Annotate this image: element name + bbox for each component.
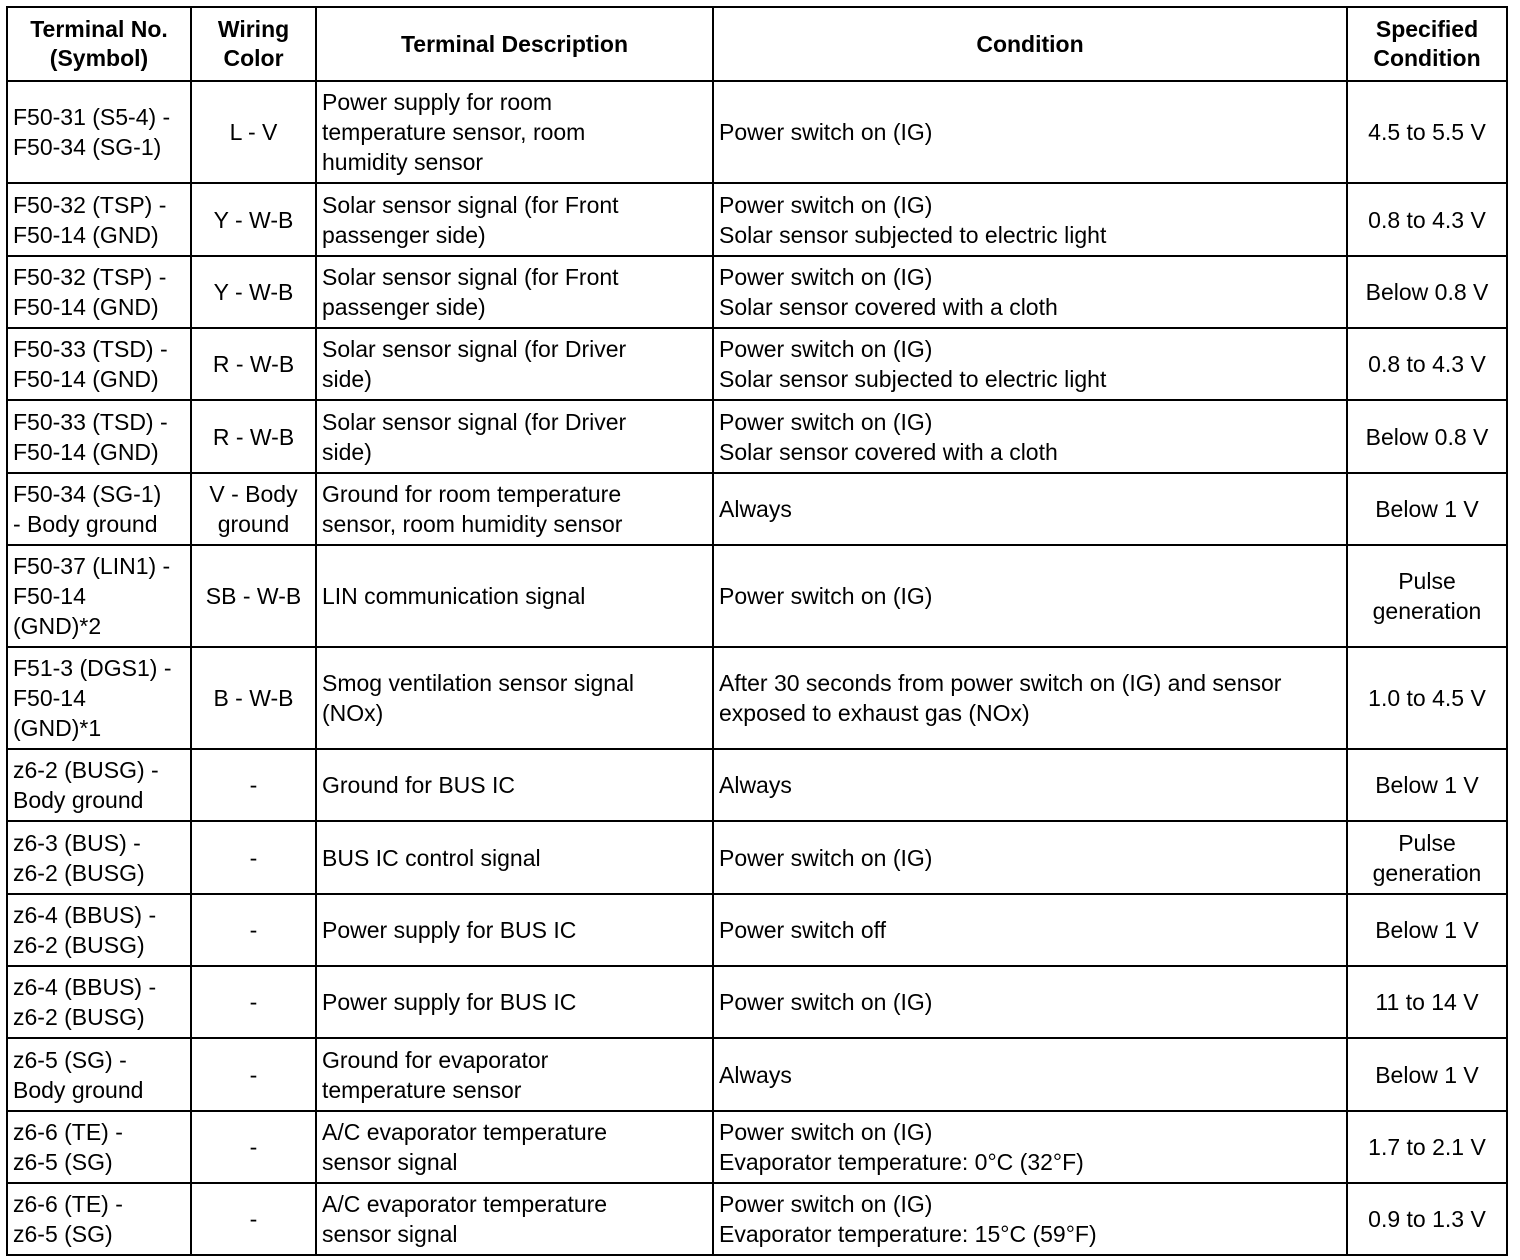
table-row xyxy=(7,749,1507,821)
wiring-color-cell xyxy=(191,400,316,473)
cell-text-line: V - Body xyxy=(209,481,298,507)
cell-text-line: ground xyxy=(217,511,290,537)
condition-cell xyxy=(713,1038,1347,1111)
condition-cell xyxy=(713,545,1347,647)
terminal-description-cell xyxy=(316,647,713,749)
header-terminal-no xyxy=(7,7,191,81)
cell-text-line: Power switch on (IG) xyxy=(719,583,933,609)
table-row xyxy=(7,328,1507,400)
cell-text-line: Power switch on (IG) xyxy=(719,336,933,362)
cell-text-line: - xyxy=(249,917,258,943)
condition-cell xyxy=(713,1111,1347,1183)
wiring-color-cell xyxy=(191,545,316,647)
cell-text-line: Below 0.8 V xyxy=(1365,279,1489,305)
cell-text-line: F50-34 (SG-1) xyxy=(13,481,162,507)
cell-text-line: passenger side) xyxy=(322,221,486,248)
cell-text-line: Smog ventilation sensor signal xyxy=(322,670,634,696)
table-body xyxy=(7,81,1507,1255)
cell-text-line: Solar sensor subjected to electric light xyxy=(719,366,1107,392)
cell-text-line: z6-4 (BBUS) - xyxy=(13,974,157,1000)
header-row xyxy=(7,7,1507,81)
terminal-spec-table xyxy=(6,6,1508,1256)
table-row xyxy=(7,966,1507,1038)
cell-text-line: F50-31 (S5-4) - xyxy=(13,104,171,130)
cell-text-line: - xyxy=(249,1206,258,1232)
wiring-color-cell xyxy=(191,1038,316,1111)
terminal-cell xyxy=(7,545,191,647)
specified-condition-cell xyxy=(1347,894,1507,966)
terminal-description-cell xyxy=(316,81,713,183)
cell-text-line: Below 1 V xyxy=(1375,917,1479,943)
cell-text-line: 0.9 to 1.3 V xyxy=(1368,1206,1486,1232)
cell-text-line: Wiring xyxy=(217,16,290,42)
cell-text-line: - xyxy=(249,1134,258,1160)
cell-text-line: R - W-B xyxy=(212,423,295,450)
cell-text-line: Power supply for BUS IC xyxy=(322,989,577,1015)
condition-cell xyxy=(713,256,1347,328)
cell-text-line: F50-14 (GND) xyxy=(13,294,159,320)
cell-text-line: Solar sensor signal (for Driver xyxy=(322,336,627,362)
cell-text-line: Below 0.8 V xyxy=(1365,423,1489,450)
wiring-color-cell xyxy=(191,473,316,545)
cell-text-line: z6-2 (BUSG) xyxy=(13,1004,145,1030)
terminal-description-cell xyxy=(316,1111,713,1183)
cell-text-line: - xyxy=(249,844,258,871)
header-condition xyxy=(713,7,1347,81)
table-row xyxy=(7,1183,1507,1255)
table-row xyxy=(7,1111,1507,1183)
cell-text-line: Evaporator temperature: 0°C (32°F) xyxy=(719,1149,1084,1175)
wiring-color-cell xyxy=(191,821,316,894)
cell-text-line: sensor signal xyxy=(322,1221,458,1247)
table-row xyxy=(7,647,1507,749)
cell-text-line: SB - W-B xyxy=(205,583,302,609)
table-row xyxy=(7,894,1507,966)
cell-text-line: Always xyxy=(719,496,792,522)
wiring-color-cell xyxy=(191,256,316,328)
terminal-cell xyxy=(7,473,191,545)
cell-text-line: side) xyxy=(322,366,372,392)
cell-text-line: Solar sensor covered with a cloth xyxy=(719,438,1058,465)
cell-text-line: Evaporator temperature: 15°C (59°F) xyxy=(719,1221,1097,1247)
cell-text-line: F50-32 (TSP) - xyxy=(13,264,167,290)
cell-text-line: - Body ground xyxy=(13,511,158,537)
table-row xyxy=(7,473,1507,545)
terminal-cell xyxy=(7,749,191,821)
cell-text-line: F50-32 (TSP) - xyxy=(13,191,167,218)
terminal-description-cell xyxy=(316,473,713,545)
cell-text-line: Y - W-B xyxy=(213,206,294,233)
cell-text-line: Solar sensor covered with a cloth xyxy=(719,294,1058,320)
cell-text-line: F50-14 (GND) xyxy=(13,438,159,465)
condition-cell xyxy=(713,966,1347,1038)
condition-cell xyxy=(713,473,1347,545)
spec-table-container xyxy=(6,6,1508,1256)
terminal-description-cell xyxy=(316,894,713,966)
terminal-description-cell xyxy=(316,749,713,821)
cell-text-line: R - W-B xyxy=(212,351,295,377)
terminal-description-cell xyxy=(316,821,713,894)
cell-text-line: Specified xyxy=(1375,16,1479,42)
specified-condition-cell xyxy=(1347,966,1507,1038)
terminal-cell xyxy=(7,966,191,1038)
cell-text-line: Condition xyxy=(976,30,1084,57)
specified-condition-cell xyxy=(1347,1111,1507,1183)
cell-text-line: Condition xyxy=(1373,45,1481,71)
cell-text-line: z6-2 (BUSG) - xyxy=(13,757,159,783)
cell-text-line: temperature sensor xyxy=(322,1076,522,1103)
condition-cell xyxy=(713,81,1347,183)
table-row xyxy=(7,183,1507,256)
cell-text-line: Color xyxy=(223,45,284,71)
wiring-color-cell xyxy=(191,1183,316,1255)
cell-text-line: (GND)*2 xyxy=(13,613,102,639)
cell-text-line: Solar sensor signal (for Front xyxy=(322,264,619,290)
cell-text-line: Solar sensor signal (for Driver xyxy=(322,408,627,435)
wiring-color-cell xyxy=(191,966,316,1038)
terminal-cell xyxy=(7,183,191,256)
cell-text-line: generation xyxy=(1372,598,1482,624)
cell-text-line: Power switch on (IG) xyxy=(719,119,933,145)
condition-cell xyxy=(713,1183,1347,1255)
specified-condition-cell xyxy=(1347,183,1507,256)
cell-text-line: Body ground xyxy=(13,787,144,813)
cell-text-line: Power supply for room xyxy=(322,89,553,115)
cell-text-line: Ground for BUS IC xyxy=(322,772,516,798)
cell-text-line: z6-5 (SG) - xyxy=(13,1046,127,1073)
cell-text-line: Always xyxy=(719,1061,792,1088)
cell-text-line: - xyxy=(249,772,258,798)
cell-text-line: BUS IC control signal xyxy=(322,844,541,871)
cell-text-line: z6-2 (BUSG) xyxy=(13,859,145,886)
cell-text-line: A/C evaporator temperature xyxy=(322,1191,608,1217)
wiring-color-cell xyxy=(191,183,316,256)
terminal-description-cell xyxy=(316,400,713,473)
condition-cell xyxy=(713,894,1347,966)
condition-cell xyxy=(713,328,1347,400)
specified-condition-cell xyxy=(1347,400,1507,473)
terminal-cell xyxy=(7,400,191,473)
terminal-description-cell xyxy=(316,545,713,647)
terminal-cell xyxy=(7,1183,191,1255)
cell-text-line: Always xyxy=(719,772,792,798)
cell-text-line: z6-3 (BUS) - xyxy=(13,829,141,856)
terminal-cell xyxy=(7,81,191,183)
cell-text-line: z6-4 (BBUS) - xyxy=(13,902,157,928)
wiring-color-cell xyxy=(191,749,316,821)
cell-text-line: sensor, room humidity sensor xyxy=(322,511,623,537)
specified-condition-cell xyxy=(1347,821,1507,894)
specified-condition-cell xyxy=(1347,328,1507,400)
cell-text-line: 0.8 to 4.3 V xyxy=(1368,206,1486,233)
cell-text-line: Pulse xyxy=(1398,829,1456,856)
cell-text-line: Solar sensor subjected to electric light xyxy=(719,221,1107,248)
specified-condition-cell xyxy=(1347,81,1507,183)
specified-condition-cell xyxy=(1347,1038,1507,1111)
condition-cell xyxy=(713,821,1347,894)
cell-text-line: B - W-B xyxy=(213,685,294,711)
cell-text-line: A/C evaporator temperature xyxy=(322,1119,608,1145)
cell-text-line: F50-14 (GND) xyxy=(13,221,159,248)
cell-text-line: side) xyxy=(322,438,372,465)
header-terminal-description xyxy=(316,7,713,81)
cell-text-line: Power switch on (IG) xyxy=(719,844,933,871)
cell-text-line: F50-33 (TSD) - xyxy=(13,336,168,362)
terminal-cell xyxy=(7,328,191,400)
table-row xyxy=(7,821,1507,894)
cell-text-line: temperature sensor, room xyxy=(322,119,586,145)
cell-text-line: Y - W-B xyxy=(213,279,294,305)
wiring-color-cell xyxy=(191,647,316,749)
condition-cell xyxy=(713,749,1347,821)
condition-cell xyxy=(713,183,1347,256)
cell-text-line: (GND)*1 xyxy=(13,715,102,741)
condition-cell xyxy=(713,400,1347,473)
cell-text-line: Solar sensor signal (for Front xyxy=(322,191,619,218)
cell-text-line: Power switch on (IG) xyxy=(719,408,933,435)
specified-condition-cell xyxy=(1347,647,1507,749)
cell-text-line: sensor signal xyxy=(322,1149,458,1175)
terminal-cell xyxy=(7,1111,191,1183)
cell-text-line: L - V xyxy=(229,119,278,145)
cell-text-line: F50-34 (SG-1) xyxy=(13,134,162,160)
terminal-description-cell xyxy=(316,183,713,256)
cell-text-line: F50-14 xyxy=(13,685,86,711)
cell-text-line: z6-6 (TE) - xyxy=(13,1119,123,1145)
cell-text-line: Body ground xyxy=(13,1076,144,1103)
cell-text-line: Terminal Description xyxy=(400,30,629,57)
header-wiring-color xyxy=(191,7,316,81)
cell-text-line: Below 1 V xyxy=(1375,496,1479,522)
terminal-cell xyxy=(7,1038,191,1111)
cell-text-line: Terminal No. xyxy=(30,16,168,42)
cell-text-line: F50-33 (TSD) - xyxy=(13,408,168,435)
condition-cell xyxy=(713,647,1347,749)
cell-text-line: 4.5 to 5.5 V xyxy=(1368,119,1486,145)
terminal-description-cell xyxy=(316,1038,713,1111)
cell-text-line: Ground for room temperature xyxy=(322,481,622,507)
cell-text-line: Power switch on (IG) xyxy=(719,1119,933,1145)
cell-text-line: Ground for evaporator xyxy=(322,1046,549,1073)
cell-text-line: generation xyxy=(1372,859,1482,886)
table-row xyxy=(7,81,1507,183)
wiring-color-cell xyxy=(191,894,316,966)
cell-text-line: 1.0 to 4.5 V xyxy=(1368,685,1486,711)
cell-text-line: F50-14 xyxy=(13,583,86,609)
cell-text-line: F51-3 (DGS1) - xyxy=(13,655,172,681)
terminal-description-cell xyxy=(316,1183,713,1255)
cell-text-line: After 30 seconds from power switch on (IG) and sensor xyxy=(719,670,1282,696)
cell-text-line: Power switch off xyxy=(719,917,887,943)
cell-text-line: F50-14 (GND) xyxy=(13,366,159,392)
terminal-cell xyxy=(7,256,191,328)
specified-condition-cell xyxy=(1347,1183,1507,1255)
cell-text-line: F50-37 (LIN1) - xyxy=(13,553,171,579)
cell-text-line: Power switch on (IG) xyxy=(719,1191,933,1217)
cell-text-line: z6-5 (SG) xyxy=(13,1221,113,1247)
cell-text-line: Power switch on (IG) xyxy=(719,989,933,1015)
cell-text-line: 11 to 14 V xyxy=(1375,989,1479,1015)
cell-text-line: z6-6 (TE) - xyxy=(13,1191,123,1217)
cell-text-line: (Symbol) xyxy=(49,45,149,71)
terminal-description-cell xyxy=(316,256,713,328)
cell-text-line: LIN communication signal xyxy=(322,583,586,609)
specified-condition-cell xyxy=(1347,545,1507,647)
cell-text-line: 1.7 to 2.1 V xyxy=(1368,1134,1486,1160)
cell-text-line: Power switch on (IG) xyxy=(719,264,933,290)
cell-text-line: passenger side) xyxy=(322,294,486,320)
table-row xyxy=(7,400,1507,473)
terminal-cell xyxy=(7,647,191,749)
terminal-description-cell xyxy=(316,328,713,400)
header-specified-condition xyxy=(1347,7,1507,81)
cell-text-line: (NOx) xyxy=(322,700,384,726)
wiring-color-cell xyxy=(191,1111,316,1183)
cell-text-line: Power switch on (IG) xyxy=(719,191,933,218)
specified-condition-cell xyxy=(1347,749,1507,821)
cell-text-line: z6-2 (BUSG) xyxy=(13,932,145,958)
table-row xyxy=(7,1038,1507,1111)
cell-text-line: 0.8 to 4.3 V xyxy=(1368,351,1486,377)
table-row xyxy=(7,545,1507,647)
specified-condition-cell xyxy=(1347,473,1507,545)
cell-text-line: - xyxy=(249,1061,258,1088)
cell-text-line: Below 1 V xyxy=(1375,772,1479,798)
terminal-description-cell xyxy=(316,966,713,1038)
cell-text-line: Pulse xyxy=(1398,568,1456,594)
cell-text-line: Below 1 V xyxy=(1375,1061,1479,1088)
cell-text-line: - xyxy=(249,989,258,1015)
cell-text-line: Power supply for BUS IC xyxy=(322,917,577,943)
terminal-cell xyxy=(7,894,191,966)
wiring-color-cell xyxy=(191,81,316,183)
wiring-color-cell xyxy=(191,328,316,400)
cell-text-line: z6-5 (SG) xyxy=(13,1149,113,1175)
cell-text-line: exposed to exhaust gas (NOx) xyxy=(719,700,1030,726)
terminal-cell xyxy=(7,821,191,894)
specified-condition-cell xyxy=(1347,256,1507,328)
table-row xyxy=(7,256,1507,328)
cell-text-line: humidity sensor xyxy=(322,149,484,175)
